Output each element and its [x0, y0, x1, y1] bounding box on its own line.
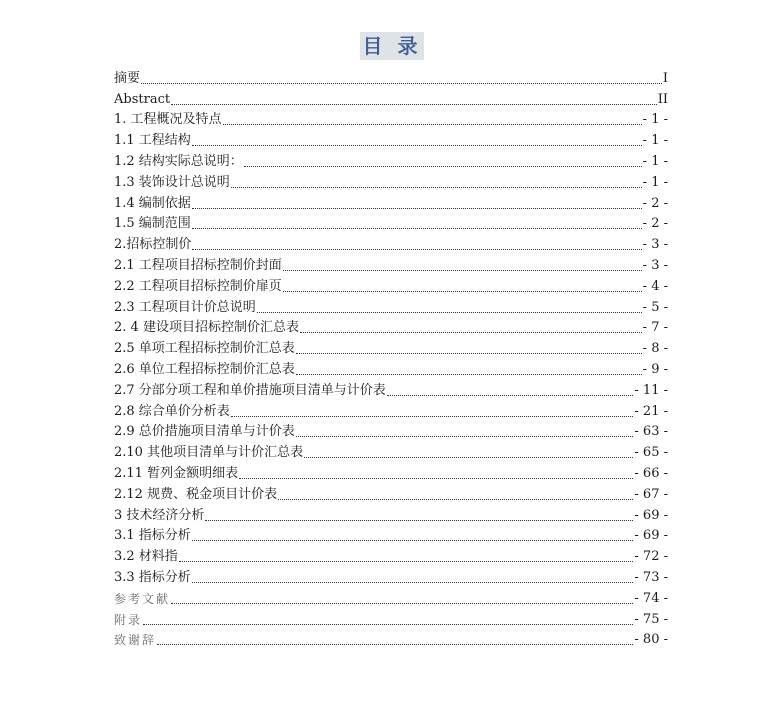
toc-entry-page-number: - 69 - [634, 528, 668, 544]
toc-entry-label: 2.3 工程项目计价总说明 [114, 299, 256, 315]
dot-leader [231, 416, 634, 417]
toc-entry[interactable] [114, 524, 668, 545]
toc-entry-label: 致谢辞 [114, 633, 157, 648]
toc-entry-label: 2.5 单项工程招标控制价汇总表 [114, 341, 295, 357]
toc-entry-page-number: - 1 - [642, 112, 668, 128]
dot-leader [205, 520, 633, 521]
toc-entry-label: 2.招标控制价 [114, 237, 192, 253]
dot-leader [192, 249, 641, 250]
toc-entry[interactable] [114, 461, 668, 482]
toc-entry[interactable] [114, 191, 668, 212]
toc-entry[interactable] [114, 253, 668, 274]
dot-leader [231, 187, 642, 188]
toc-entry-label: 2.10 其他项目清单与计价汇总表 [114, 445, 304, 461]
toc-entry-label: 3 技术经济分析 [114, 507, 205, 523]
toc-entry[interactable] [114, 128, 668, 149]
dot-leader [143, 624, 633, 625]
page-title: 目 录 [360, 32, 424, 60]
toc-entry-label: 2.8 综合单价分析表 [114, 403, 230, 419]
toc-entry-page-number: - 2 - [642, 195, 668, 211]
toc-entry[interactable] [114, 336, 668, 357]
toc-entry-page-number: - 8 - [642, 341, 668, 357]
toc-entry[interactable] [114, 87, 668, 108]
dot-leader [192, 582, 634, 583]
dot-leader [257, 312, 642, 313]
dot-leader [223, 124, 642, 125]
dot-leader [387, 395, 634, 396]
toc-entry-page-number: - 5 - [642, 299, 668, 315]
toc-entry-page-number: - 65 - [634, 445, 668, 461]
toc-entry-label: 1.4 编制依据 [114, 195, 191, 211]
toc-entry-page-number: - 11 - [634, 382, 668, 398]
toc-entry-label: 2.12 规费、税金项目计价表 [114, 486, 278, 502]
dot-leader [171, 603, 633, 604]
toc-entry-page-number: - 7 - [642, 320, 668, 336]
toc-entry-page-number: I [662, 70, 668, 86]
dot-leader [192, 145, 642, 146]
toc-entry-page-number: - 73 - [634, 569, 668, 585]
toc-entry[interactable] [114, 170, 668, 191]
toc-entry-page-number: II [657, 91, 668, 107]
toc-entry-page-number: - 66 - [634, 465, 668, 481]
toc-entry-page-number: - 80 - [634, 632, 668, 648]
toc-entry-label: 2.7 分部分项工程和单价措施项目清单与计价表 [114, 382, 386, 398]
dot-leader [239, 478, 633, 479]
dot-leader [171, 104, 657, 105]
toc-entry-label: 1.3 装饰设计总说明 [114, 174, 230, 190]
toc-entry-page-number: - 1 - [642, 133, 668, 149]
toc-entry[interactable] [114, 212, 668, 233]
toc-entry-label: Abstract [114, 91, 171, 107]
dot-leader [278, 499, 633, 500]
toc-entry-page-number: - 3 - [642, 237, 668, 253]
toc-entry-label: 1.5 编制范围 [114, 216, 191, 232]
dot-leader [296, 374, 642, 375]
toc-entry[interactable] [114, 108, 668, 129]
toc-entry-label: 3.2 材料指 [114, 549, 178, 565]
dot-leader [192, 228, 642, 229]
toc-entry[interactable] [114, 232, 668, 253]
toc-entry-label: 1.2 结构实际总说明： [114, 153, 243, 169]
dot-leader [300, 332, 642, 333]
toc-entry-page-number: - 67 - [634, 486, 668, 502]
dot-leader [192, 540, 634, 541]
toc-entry-label: 附录 [114, 612, 143, 627]
dot-leader [192, 208, 642, 209]
toc-entry-label: 3.3 指标分析 [114, 569, 191, 585]
toc-entry-label: 2. 4 建设项目招标控制价汇总表 [114, 320, 299, 336]
dot-leader [283, 270, 642, 271]
toc-entry-label: 2.9 总价措施项目清单与计价表 [114, 424, 295, 440]
toc-entry-page-number: - 3 - [642, 257, 668, 273]
toc-entry[interactable] [114, 295, 668, 316]
toc-entry[interactable] [114, 586, 668, 607]
toc-entry-label: 1.1 工程结构 [114, 133, 191, 149]
toc-entry-page-number: - 4 - [642, 278, 668, 294]
toc-entry-label: 2.1 工程项目招标控制价封面 [114, 257, 282, 273]
dot-leader [141, 83, 662, 84]
toc-entry[interactable] [114, 274, 668, 295]
toc-entry-label: 3.1 指标分析 [114, 528, 191, 544]
toc-entry[interactable] [114, 607, 668, 628]
dot-leader [296, 436, 634, 437]
toc-entry-page-number: - 63 - [634, 424, 668, 440]
toc-entry-label: 参考文献 [114, 591, 171, 606]
toc-entry[interactable] [114, 565, 668, 586]
toc-entry[interactable] [114, 378, 668, 399]
toc-entry[interactable] [114, 503, 668, 524]
toc-entry[interactable] [114, 357, 668, 378]
toc-entry[interactable] [114, 544, 668, 565]
toc-entry[interactable] [114, 316, 668, 337]
toc-entry-label: 1. 工程概况及特点 [114, 112, 222, 128]
toc-entry-label: 2.6 单位工程招标控制价汇总表 [114, 361, 295, 377]
toc-entry-page-number: - 2 - [642, 216, 668, 232]
toc-entry[interactable] [114, 440, 668, 461]
toc-entry-label: 2.2 工程项目招标控制价扉页 [114, 278, 282, 294]
dot-leader [179, 561, 634, 562]
toc-entry[interactable] [114, 628, 668, 649]
toc-entry-page-number: - 9 - [642, 361, 668, 377]
toc-entry-page-number: - 1 - [642, 174, 668, 190]
toc-entry-page-number: - 74 - [634, 590, 668, 606]
toc-entry[interactable] [114, 399, 668, 420]
toc-entry-page-number: - 69 - [634, 507, 668, 523]
dot-leader [304, 457, 633, 458]
dot-leader [157, 644, 633, 645]
toc-entry-page-number: - 1 - [642, 153, 668, 169]
dot-leader [296, 353, 642, 354]
table-of-contents [114, 66, 668, 648]
toc-entry-page-number: - 75 - [634, 611, 668, 627]
toc-entry[interactable] [114, 482, 668, 503]
dot-leader [244, 166, 642, 167]
toc-entry-page-number: - 72 - [634, 549, 668, 565]
toc-entry[interactable] [114, 149, 668, 170]
toc-entry[interactable] [114, 420, 668, 441]
toc-entry-label: 2.11 暂列金额明细表 [114, 465, 239, 481]
toc-entry[interactable] [114, 66, 668, 87]
toc-entry-label: 摘要 [114, 70, 141, 86]
toc-entry-page-number: - 21 - [634, 403, 668, 419]
dot-leader [283, 291, 642, 292]
